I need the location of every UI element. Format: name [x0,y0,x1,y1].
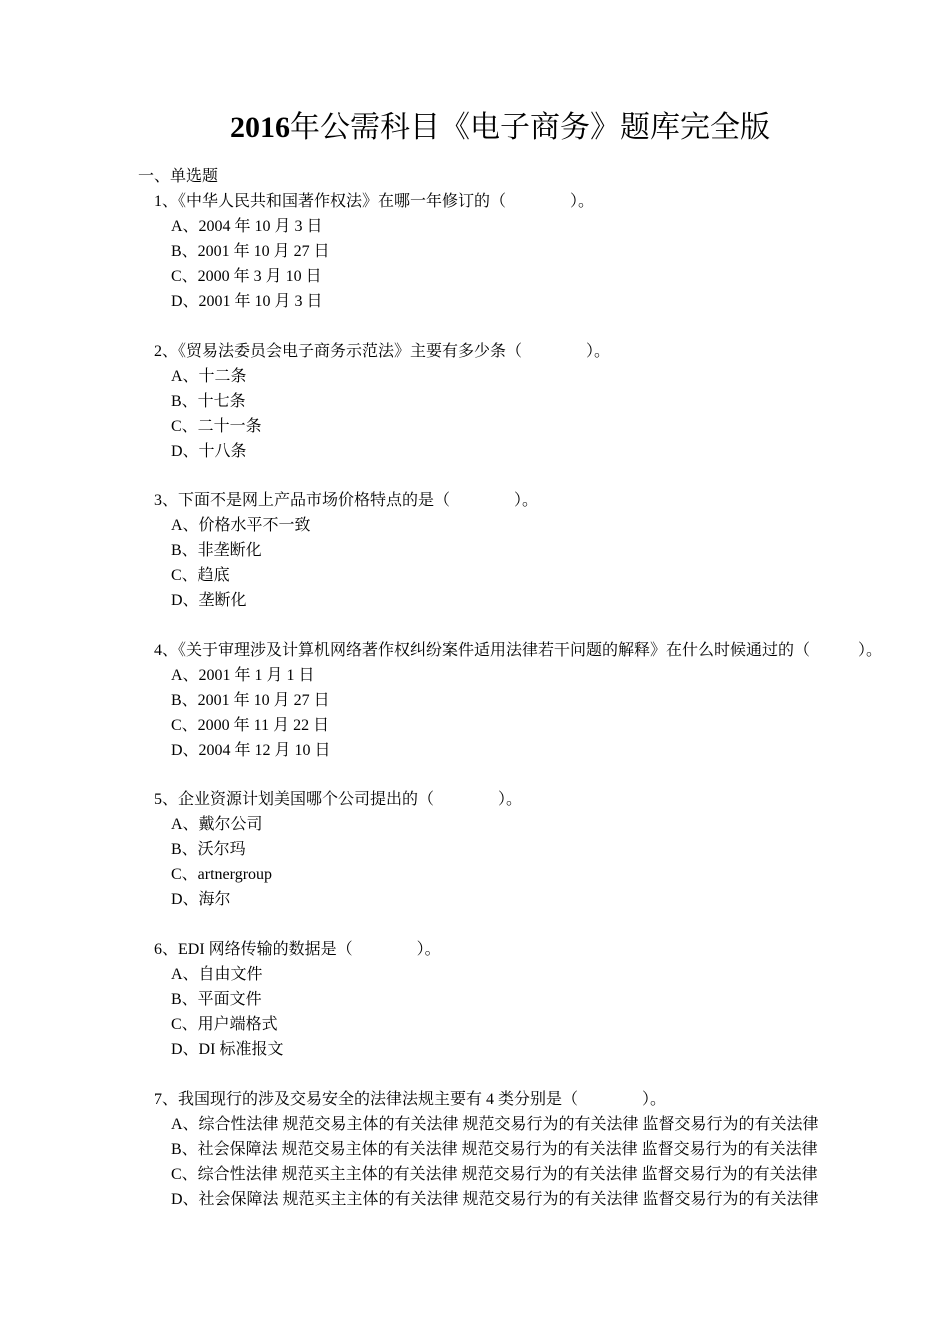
option-b: B、平面文件 [171,990,262,1008]
question-5 [154,787,944,937]
question-list [154,189,944,1236]
option-a: A、2004 年 10 月 3 日 [171,218,323,235]
question-7 [154,1087,944,1237]
option-d: D、垄断化 [171,592,247,610]
option-b: B、2001 年 10 月 27 日 [171,243,330,260]
option-d: D、海尔 [171,891,231,909]
option-c: C、2000 年 3 月 10 日 [171,268,322,285]
section-heading: 一、单选题 [138,168,219,185]
question-stem: 3、下面不是网上产品市场价格特点的是（ ）。 [154,492,539,510]
option-c: C、2000 年 11 月 22 日 [171,716,330,734]
title-year: 2016 [230,111,290,144]
option-d: D、DI 标准报文 [171,1040,284,1058]
question-stem: 1、《中华人民共和国著作权法》在哪一年修订的（ ）。 [154,193,595,210]
question-stem: 6、EDI 网络传输的数据是（ ）。 [154,940,441,958]
question-stem: 2、《贸易法委员会电子商务示范法》主要有多少条（ ）。 [154,342,611,360]
option-b: B、非垄断化 [171,542,262,560]
option-b: B、沃尔玛 [171,841,246,859]
option-c: C、趋底 [171,567,230,585]
option-a: A、2001 年 1 月 1 日 [171,666,315,684]
title-text: 年公需科目《电子商务》题库完全版 [290,111,770,144]
option-a: A、十二条 [171,367,247,385]
question-2 [154,339,944,489]
option-d: D、2001 年 10 月 3 日 [171,293,323,310]
option-c: C、用户端格式 [171,1015,278,1033]
option-a: A、综合性法律 规范交易主体的有关法律 规范交易行为的有关法律 监督交易行为的有关法律 [171,1115,819,1133]
question-stem: 5、企业资源计划美国哪个公司提出的（ ）。 [154,791,523,809]
question-6 [154,937,944,1087]
question-4 [154,638,944,788]
document-title [0,108,950,148]
question-1 [154,189,944,339]
option-c: C、综合性法律 规范买主主体的有关法律 规范交易行为的有关法律 监督交易行为的有关法律 [171,1165,818,1183]
option-a: A、价格水平不一致 [171,517,311,535]
option-b: B、十七条 [171,392,246,410]
option-a: A、自由文件 [171,965,263,983]
option-d: D、2004 年 12 月 10 日 [171,741,331,759]
option-a: A、戴尔公司 [171,816,263,834]
option-c: C、artnergroup [171,866,273,884]
question-3 [154,488,944,638]
option-d: D、社会保障法 规范买主主体的有关法律 规范交易行为的有关法律 监督交易行为的有关法律 [171,1190,819,1208]
question-stem: 7、我国现行的涉及交易安全的法律法规主要有 4 类分别是（ ）。 [154,1090,667,1108]
option-d: D、十八条 [171,442,247,460]
option-b: B、2001 年 10 月 27 日 [171,691,330,709]
question-stem: 4、《关于审理涉及计算机网络著作权纠纷案件适用法律若干问题的解释》在什么时候通过的（ ）。 [154,641,883,659]
option-c: C、二十一条 [171,417,262,435]
option-b: B、社会保障法 规范交易主体的有关法律 规范交易行为的有关法律 监督交易行为的有关法律 [171,1140,818,1158]
